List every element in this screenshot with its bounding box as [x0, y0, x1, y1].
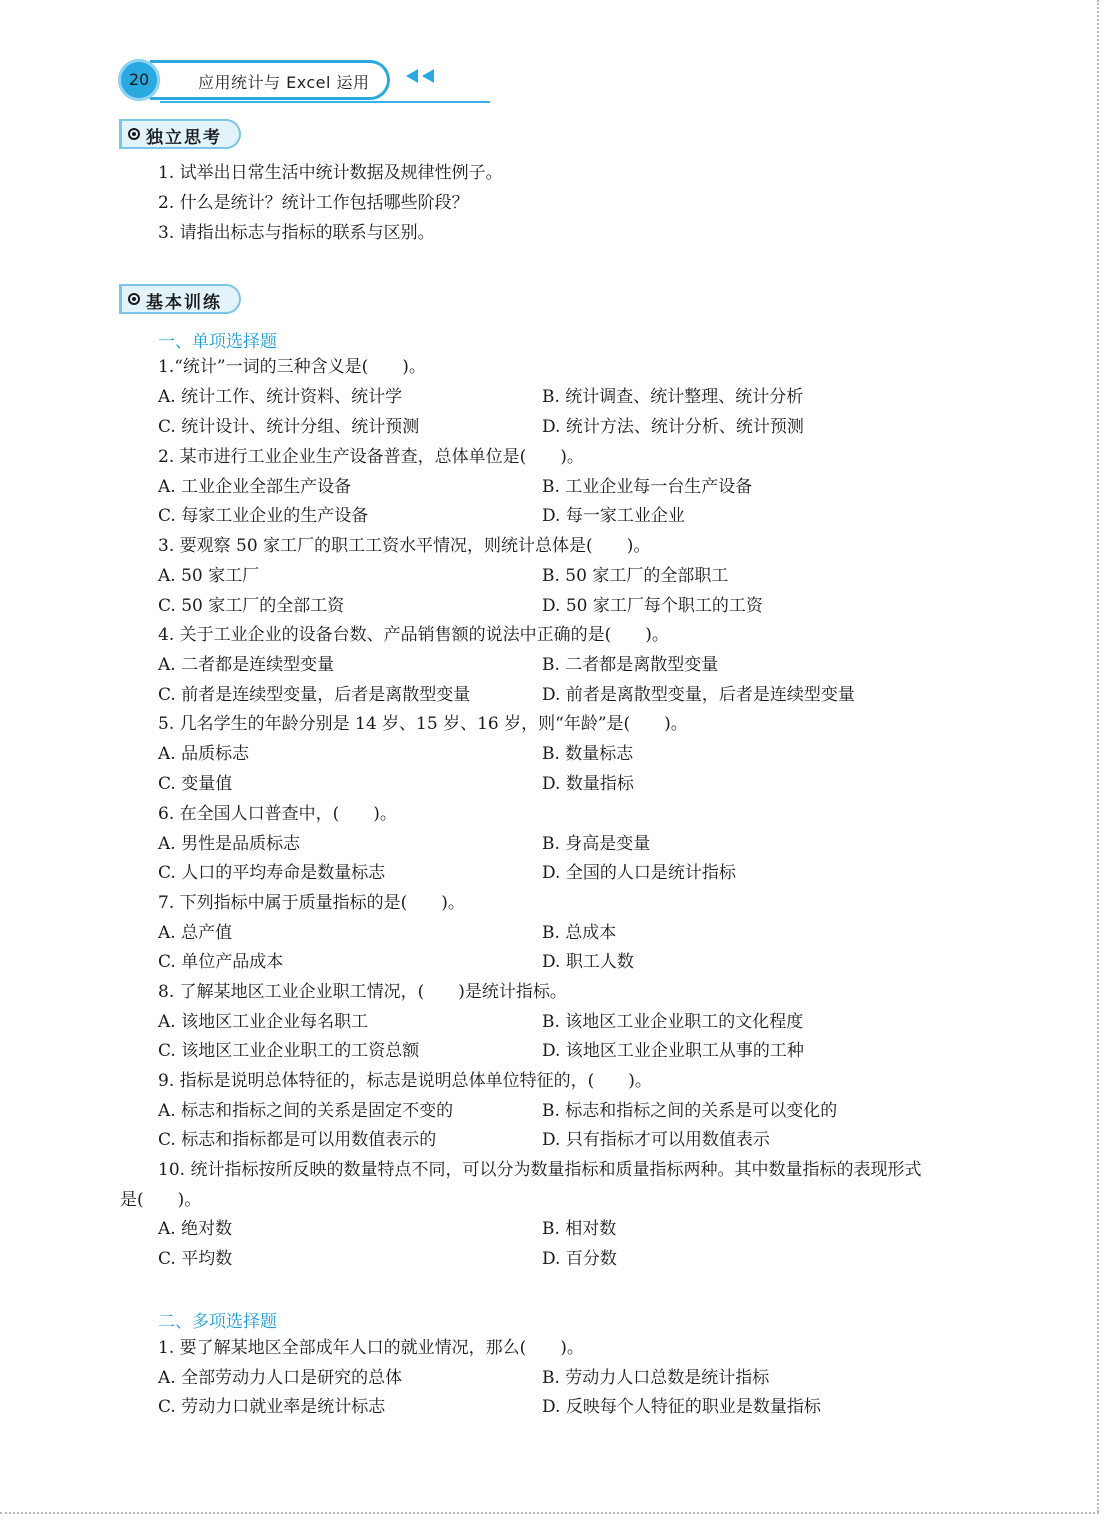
question-stem: 6. 在全国人口普查中，( )。 [158, 804, 397, 824]
option-b: B. 身高是变量 [542, 834, 651, 854]
think-item-3: 3. 请指出标志与指标的联系与区别。 [158, 223, 435, 243]
option-c: C. 单位产品成本 [158, 952, 284, 972]
question-stem: 3. 要观察 50 家工厂的职工工资水平情况，则统计总体是( )。 [158, 536, 651, 556]
option-a: A. 工业企业全部生产设备 [158, 477, 352, 497]
running-title: 应用统计与 Excel 运用 [198, 73, 370, 92]
question-stem: 2. 某市进行工业企业生产设备普查，总体单位是( )。 [158, 447, 584, 467]
page-border-bottom [0, 1512, 1099, 1514]
option-c: C. 前者是连续型变量，后者是离散型变量 [158, 685, 471, 705]
option-a: A. 该地区工业企业每名职工 [158, 1012, 369, 1032]
section-title-think: 独立思考 [146, 128, 222, 148]
option-b: B. 总成本 [542, 923, 617, 943]
option-c: C. 劳动力口就业率是统计标志 [158, 1397, 386, 1417]
option-c: C. 每家工业企业的生产设备 [158, 506, 369, 526]
option-d: D. 数量指标 [542, 774, 634, 794]
option-a: A. 标志和指标之间的关系是固定不变的 [158, 1101, 454, 1121]
option-d: D. 职工人数 [542, 952, 634, 972]
single-choice-heading: 一、单项选择题 [158, 332, 277, 352]
option-b: B. 二者都是离散型变量 [542, 655, 719, 675]
double-triangle-icon [404, 68, 438, 86]
option-c: C. 50 家工厂的全部工资 [158, 596, 345, 616]
question-stem: 5. 几名学生的年龄分别是 14 岁、15 岁、16 岁，则“年龄”是( )。 [158, 714, 688, 734]
page-number: 20 [128, 70, 150, 89]
option-d: D. 百分数 [542, 1249, 617, 1269]
option-b: B. 相对数 [542, 1219, 617, 1239]
think-item-2: 2. 什么是统计？统计工作包括哪些阶段？ [158, 193, 469, 213]
option-c: C. 标志和指标都是可以用数值表示的 [158, 1130, 437, 1150]
option-a: A. 统计工作、统计资料、统计学 [158, 387, 403, 407]
option-b: B. 50 家工厂的全部职工 [542, 566, 729, 586]
option-a: A. 男性是品质标志 [158, 834, 301, 854]
option-a: A. 全部劳动力人口是研究的总体 [158, 1368, 403, 1388]
question-stem: 1. 要了解某地区全部成年人口的就业情况，那么( )。 [158, 1338, 584, 1358]
bullet-circle-icon [128, 128, 140, 140]
page-border-right [1097, 0, 1099, 1512]
header-underline [160, 101, 490, 103]
think-item-1: 1. 试举出日常生活中统计数据及规律性例子。 [158, 163, 503, 183]
option-b: B. 标志和指标之间的关系是可以变化的 [542, 1101, 838, 1121]
question-stem: 9. 指标是说明总体特征的，标志是说明总体单位特征的，( )。 [158, 1071, 652, 1091]
option-a: A. 50 家工厂 [158, 566, 260, 586]
bullet-circle-icon [128, 293, 140, 305]
option-a: A. 二者都是连续型变量 [158, 655, 335, 675]
question-stem: 4. 关于工业企业的设备台数、产品销售额的说法中正确的是( )。 [158, 625, 669, 645]
option-b: B. 数量标志 [542, 744, 634, 764]
question-stem-continued: 是( )。 [120, 1190, 202, 1210]
question-stem: 8. 了解某地区工业企业职工情况，( )是统计指标。 [158, 982, 567, 1002]
option-c: C. 平均数 [158, 1249, 233, 1269]
option-c: C. 该地区工业企业职工的工资总额 [158, 1041, 420, 1061]
option-b: B. 统计调查、统计整理、统计分析 [542, 387, 804, 407]
option-b: B. 劳动力人口总数是统计指标 [542, 1368, 770, 1388]
option-d: D. 反映每个人特征的职业是数量指标 [542, 1397, 821, 1417]
option-a: A. 绝对数 [158, 1219, 233, 1239]
option-c: C. 统计设计、统计分组、统计预测 [158, 417, 420, 437]
question-stem: 1.“统计”一词的三种含义是( )。 [158, 357, 426, 377]
option-d: D. 50 家工厂每个职工的工资 [542, 596, 763, 616]
option-a: A. 品质标志 [158, 744, 250, 764]
section-badge-train [119, 284, 241, 314]
multi-choice-heading: 二、多项选择题 [158, 1312, 277, 1332]
option-d: D. 统计方法、统计分析、统计预测 [542, 417, 804, 437]
option-c: C. 人口的平均寿命是数量标志 [158, 863, 386, 883]
option-c: C. 变量值 [158, 774, 233, 794]
option-b: B. 该地区工业企业职工的文化程度 [542, 1012, 804, 1032]
section-title-train: 基本训练 [146, 293, 222, 313]
option-d: D. 前者是离散型变量，后者是连续型变量 [542, 685, 855, 705]
option-d: D. 该地区工业企业职工从事的工种 [542, 1041, 804, 1061]
question-stem: 10. 统计指标按所反映的数量特点不同，可以分为数量指标和质量指标两种。其中数量指标的表现形式 [158, 1160, 922, 1180]
option-a: A. 总产值 [158, 923, 233, 943]
question-stem: 7. 下列指标中属于质量指标的是( )。 [158, 893, 465, 913]
option-d: D. 每一家工业企业 [542, 506, 685, 526]
section-badge-think [119, 119, 241, 149]
option-d: D. 全国的人口是统计指标 [542, 863, 736, 883]
option-b: B. 工业企业每一台生产设备 [542, 477, 753, 497]
option-d: D. 只有指标才可以用数值表示 [542, 1130, 770, 1150]
